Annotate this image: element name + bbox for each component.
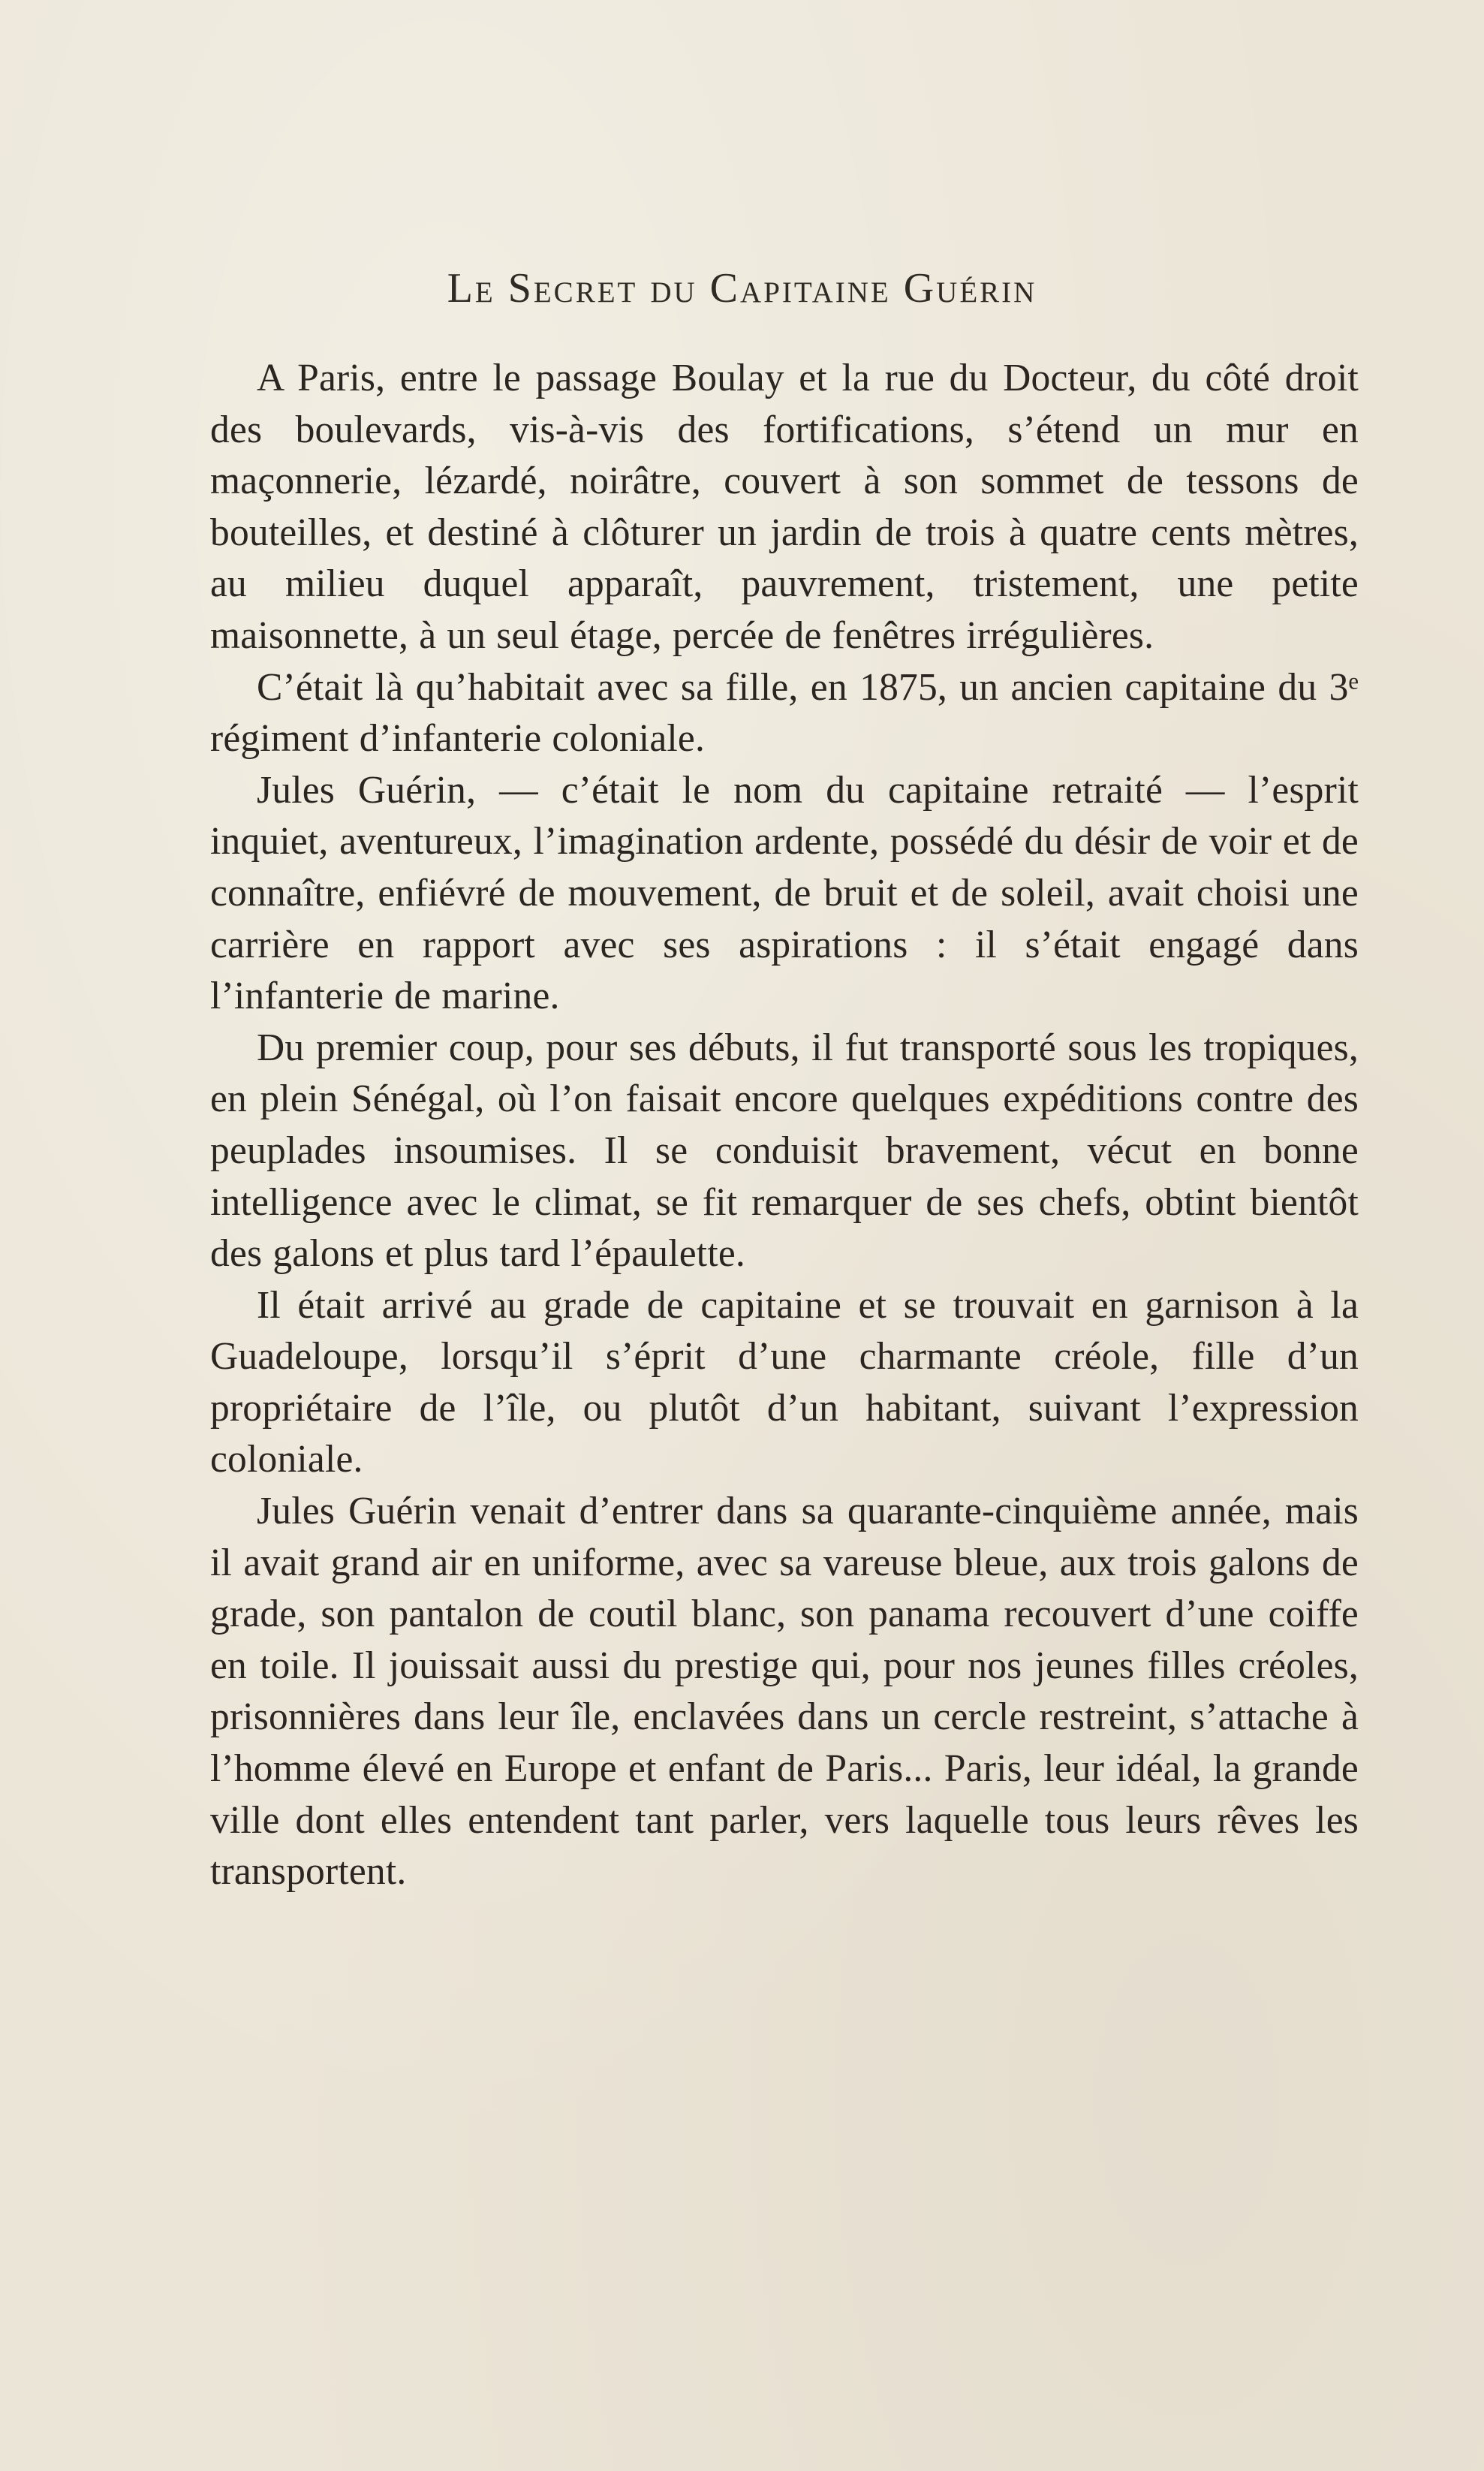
paragraph-4: Du premier coup, pour ses débuts, il fut transporté sous les tropiques, en plein Sénégal, où l’on faisait encore quelques expéditions contre des peuplades insoumises. Il se conduisit bravement, vécut en bonne intelligence avec le climat, se fit remarquer de ses chefs, obtint bientôt des galons et plus tard l’épaulette. xyxy=(210,1026,1359,1276)
body-text xyxy=(210,353,1359,1898)
paragraph-3: Jules Guérin, — c’était le nom du capitaine retraité — l’esprit inquiet, aventureux, l’imagination ardente, possédé du désir de voir et de connaître, enfiévré de mouvement, de bruit et de soleil, avait choisi une carrière en rapport avec ses aspirations : il s’était engagé dans l’infanterie de marine. xyxy=(210,768,1359,1018)
paragraph-1: A Paris, entre le passage Boulay et la rue du Docteur, du côté droit des boulevards, vis-à-vis des fortifications, s’étend un mur en maçonnerie, lézardé, noirâtre, couvert à son sommet de tessons de bouteilles, et destiné à clôturer un jardin de trois à quatre cents mètres, au milieu duquel apparaît, pauvrement, tristement, une petite maisonnette, à un seul étage, percée de fenêtres irrégulières. xyxy=(210,357,1359,657)
paragraph-2: C’était là qu’habitait avec sa fille, en 1875, un ancien capitaine du 3ᵉ régiment d’infanterie coloniale. xyxy=(210,665,1359,761)
paragraph-6: Jules Guérin venait d’entrer dans sa quarante-cinquième année, mais il avait grand air en uniforme, avec sa vareuse bleue, aux trois galons de grade, son pantalon de coutil blanc, son panama recouvert d’une coiffe en toile. Il jouissait aussi du prestige qui, pour nos jeunes filles créoles, prisonnières dans leur île, enclavées dans un cercle restreint, s’attache à l’homme élevé en Europe et enfant de Paris... Paris, leur idéal, la grande ville dont elles entendent tant parler, vers laquelle tous leurs rêves les transportent. xyxy=(210,1490,1359,1894)
running-header: Le Secret du Capitaine Guérin xyxy=(447,265,1037,312)
paragraph-5: Il était arrivé au grade de capitaine et se trouvait en garnison à la Guadeloupe, lorsqu’il s’éprit d’une charmante créole, fille d’un propriétaire de l’île, ou plutôt d’un habitant, suivant l’expression coloniale. xyxy=(210,1283,1359,1481)
